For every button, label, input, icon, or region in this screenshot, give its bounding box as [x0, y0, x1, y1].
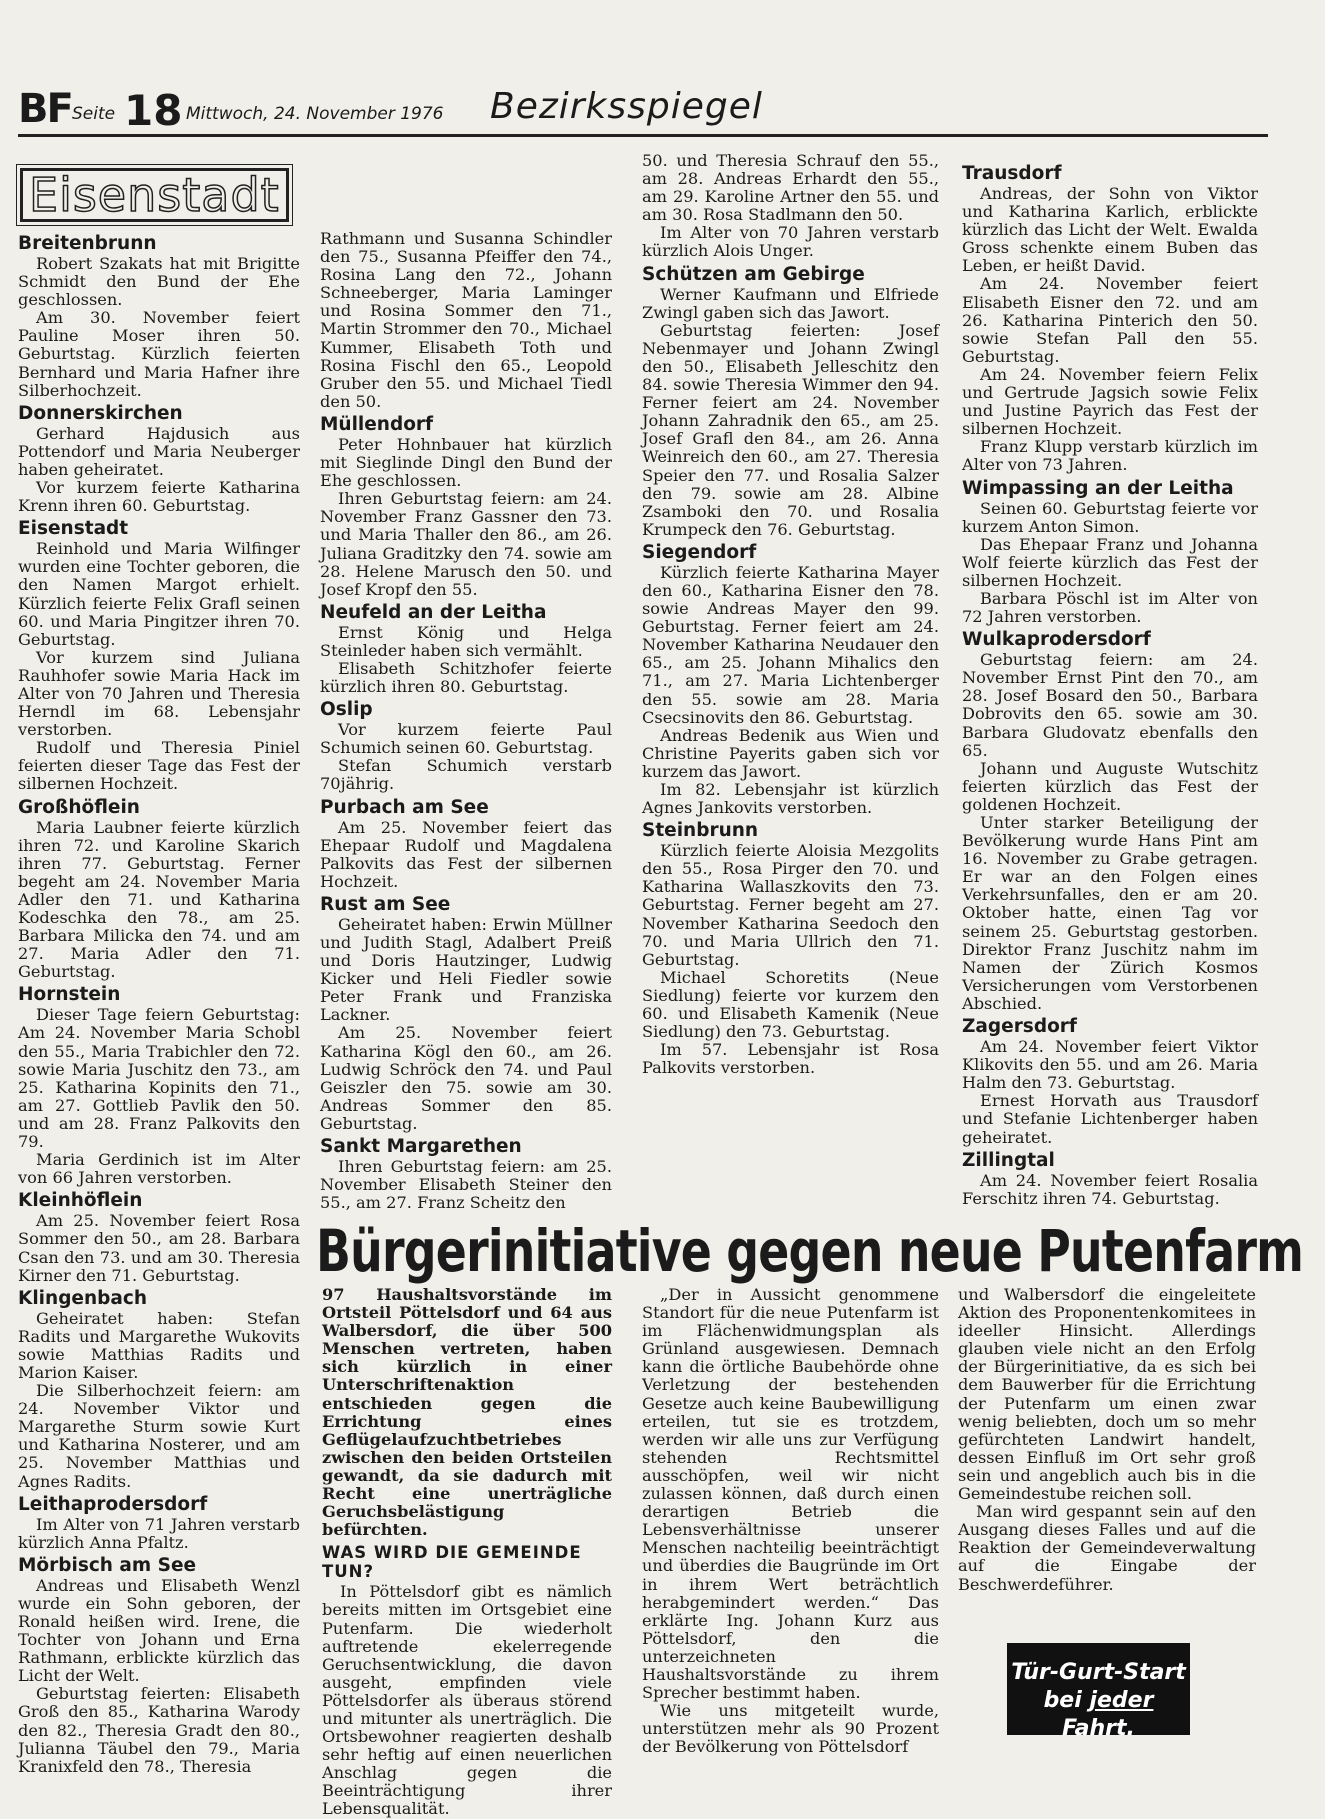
news-paragraph: Ernest Horvath aus Trausdorf und Stefanie Lichtenberger haben geheiratet. — [962, 1091, 1258, 1147]
place-heading: Leithaprodersdorf — [18, 1493, 208, 1515]
news-paragraph: Andreas Bedenik aus Wien und Christine Payerits gaben sich vor kurzem das Jawort. — [642, 725, 939, 781]
news-paragraph: Werner Kaufmann und Elfriede Zwingl gaben sich das Jawort. — [642, 284, 939, 322]
news-paragraph: Geburtstag feiern: am 24. November Ernst Pint den 70., am 28. Josef Bosard den 50., Barbara Dobrovits den 65. sowie am 30. Barbara Gludovatz ebenfalls den 65. — [962, 650, 1258, 760]
news-paragraph: Vor kurzem sind Juliana Rauhhofer sowie Maria Hack im Alter von 70 Jahren und Theresia Herndl im 68. Lebensjahr verstorben. — [18, 647, 300, 740]
news-paragraph: Vor kurzem feierte Paul Schumich seinen 60. Geburtstag. — [320, 720, 612, 758]
news-paragraph: „Der in Aussicht genommene Standort für die neue Putenfarm ist im Flächenwidmungsplan als Grünland ausgewiesen. Demnach kann die örtliche Baubehörde ohne Verletzung der bestehenden Gesetze auch keine Baubewilligung erteilen, tut sie es trotzdem, werden wir alle uns zur Verfügung stehenden Rechtsmittel ausschöpfen, weil wir nicht zulassen können, daß durch einen derartigen Betrieb die Lebensverhältnisse unserer Menschen nachteilig beeinträchtigt und überdies die Baugründe im Ort in ihrem Wert beträchtlich herabgemindert werden.“ Das erklärte Ing. Johann Kurz aus Pöttelsdorf, den die unterzeichneten Haushaltsvorstände zu ihrem Sprecher bestimmt haben. — [642, 1285, 939, 1703]
news-paragraph: Rudolf und Theresia Piniel feierten dieser Tage das Fest der silbernen Hochzeit. — [18, 738, 300, 794]
news-paragraph: Unter starker Beteiligung der Bevölkerung wurde Hans Pint am 16. November zu Grabe getragen. Er war an den Folgen eines Verkehrsunfalles, den er am 20. Oktober hatte, einen Tag vor seinem 25. Geburtstag gestorben. Direktor Franz Juschitz nahm im Namen der Zürich Kosmos Versicherungen vom Verstorbenen Abschied. — [962, 813, 1258, 1013]
news-paragraph: Das Ehepaar Franz und Johanna Wolf feierte kürzlich das Fest der silbernen Hochzeit. — [962, 534, 1258, 590]
news-paragraph: Maria Gerdinich ist im Alter von 66 Jahren verstorben. — [18, 1150, 300, 1188]
news-paragraph: Am 30. November feiert Pauline Moser ihren 50. Geburtstag. Kürzlich feierten Bernhard und Maria Hafner ihre Silberhochzeit. — [18, 308, 300, 400]
place-heading: Hornstein — [18, 984, 121, 1006]
news-paragraph: Ernst König und Helga Steinleder haben sich vermählt. — [320, 622, 612, 660]
news-paragraph: und Walbersdorf die eingeleitete Aktion des Proponentenkomitees in ideeller Hinsicht. Allerdings glauben viele nicht an den Erfolg der Bürgerinitiative, da es sich bei dem Bauwerber für die Errichtung der Putenfarm um einen zwar wenig beliebten, doch um so mehr gefürchteten Landwirt handelt, dessen Einfluß im Ort sehr groß sein und angeblich auch bis in die Gemeindestube reichen soll. — [958, 1285, 1256, 1504]
article-subheading: WAS WIRD DIE GEMEINDE TUN? — [322, 1543, 582, 1582]
place-heading: Wimpassing an der Leitha — [962, 477, 1234, 499]
place-heading: Schützen am Gebirge — [642, 263, 865, 285]
news-paragraph: Barbara Pöschl ist im Alter von 72 Jahren verstorben. — [962, 588, 1258, 627]
news-paragraph: Die Silberhochzeit feiern: am 24. November Viktor und Margarethe Sturm sowie Kurt und Katharina Nosterer, und am 25. November Matthias und Agnes Radits. — [18, 1381, 300, 1491]
news-paragraph: Dieser Tage feiern Geburtstag: Am 24. November Maria Schobl den 55., Maria Trabichler den 72. sowie Maria Juschitz den 73., am 25. Katharina Kopinits den 71., am 27. Gottlieb Pavlik den 50. und am 28. Franz Palkovits den 79. — [18, 1005, 300, 1152]
news-paragraph: Rathmann und Susanna Schindler den 75., Susanna Pfeiffer den 74., Rosina Lang den 72., Johann Schneeberger, Maria Laminger und Rosina Sommer den 71., Martin Strommer den 70., Michael Kummer, Elisabeth Toth und Rosina Fischl den 65., Leopold Gruber den 55. und Michael Tiedl den 50. — [320, 229, 612, 411]
news-paragraph: Ihren Geburtstag feiern: am 25. November Elisabeth Steiner den 55., am 27. Franz Scheitz den — [320, 1157, 612, 1213]
place-heading: Eisenstadt — [18, 518, 129, 540]
place-heading: Neufeld an der Leitha — [320, 601, 547, 623]
news-paragraph: Reinhold und Maria Wilfinger wurden eine Tochter geboren, die den Namen Margot erhielt. Kürzlich feierte Felix Grafl seinen 60. und Maria Pingitzer ihren 70. Geburtstag. — [18, 539, 300, 649]
place-heading: Mörbisch am See — [18, 1554, 197, 1576]
news-paragraph: Andreas und Elisabeth Wenzl wurde ein Sohn geboren, der Ronald heißen wird. Irene, die Tochter von Johann und Erna Rathmann, erblickte kürzlich das Licht der Welt. — [18, 1575, 300, 1686]
place-heading: Zagersdorf — [962, 1016, 1077, 1038]
news-paragraph: Im Alter von 70 Jahren verstarb kürzlich Alois Unger. — [642, 223, 939, 261]
news-paragraph: In Pöttelsdorf gibt es nämlich bereits mitten im Ortsgebiet eine Putenfarm. Die wiederholt auftretende ekelerregende Geruchsentwicklung, die davon ausgeht, empfinden viele Pöttelsdorfer als überaus störend und mitunter als unerträglich. Die Ortsbewohner reagierten deshalb sehr heftig auf einen neuerlichen Anschlag gegen die Beeinträchtigung ihrer Lebensqualität. — [322, 1582, 612, 1819]
news-paragraph: Geheiratet haben: Erwin Müllner und Judith Stagl, Adalbert Preiß und Doris Hautzinger, Ludwig Kicker und Heli Fiedler sowie Peter Frank und Franziska Lackner. — [320, 914, 612, 1025]
news-paragraph: Franz Klupp verstarb kürzlich im Alter von 73 Jahren. — [962, 437, 1258, 475]
place-heading: Zillingtal — [962, 1149, 1055, 1171]
news-paragraph: Gerhard Hajdusich aus Pottendorf und Maria Neuberger haben geheiratet. — [18, 423, 300, 479]
news-paragraph: Im Alter von 71 Jahren verstarb kürzlich Anna Pfaltz. — [18, 1514, 300, 1552]
news-column-1 — [18, 230, 300, 1776]
news-paragraph: Wie uns mitgeteilt wurde, unterstützen mehr als 90 Prozent der Bevölkerung von Pöttelsdorf — [642, 1701, 939, 1757]
article-column-2 — [642, 1286, 939, 1756]
news-paragraph: Am 25. November feiert Rosa Sommer den 50., am 28. Barbara Csan den 73. und am 30. Theresia Kirner den 71. Geburtstag. — [18, 1211, 300, 1285]
news-paragraph: Im 82. Lebensjahr ist kürzlich Agnes Jankovits verstorben. — [642, 780, 939, 818]
section-title: Bezirksspiegel — [490, 86, 763, 127]
place-heading: Steinbrunn — [642, 820, 759, 842]
news-paragraph: Am 24. November feiert Rosalia Ferschitz ihren 74. Geburtstag. — [962, 1170, 1258, 1208]
news-paragraph: Ihren Geburtstag feiern: am 24. November Franz Gassner den 73. und Maria Thaller den 86., am 26. Juliana Graditzky den 74. sowie am 28. Helene Marusch den 50. und Josef Kropf den 55. — [320, 489, 612, 599]
news-paragraph: 50. und Theresia Schrauf den 55., am 28. Andreas Erhardt den 55., am 29. Karoline Artner den 55. und am 30. Rosa Stadlmann den 50. — [642, 151, 939, 225]
place-heading: Siegendorf — [642, 541, 757, 563]
place-heading: Großhöflein — [18, 796, 140, 818]
news-paragraph: Am 24. November feiert Viktor Klikovits den 55. und am 26. Maria Halm den 73. Geburtstag. — [962, 1037, 1258, 1093]
place-heading: Rust am See — [320, 893, 451, 915]
news-paragraph: Kürzlich feierte Aloisia Mezgolits den 55., Rosa Pirger den 70. und Katharina Wallaszkovits den 73. Geburtstag. Ferner begeht am 27. November Katharina Seedoch den 70. und Maria Ullrich den 71. Geburtstag. — [642, 841, 939, 969]
news-paragraph: Man wird gespannt sein auf den Ausgang dieses Falles und auf die Reaktion der Gemeindeverwaltung auf die Eingabe der Beschwerdeführer. — [958, 1502, 1256, 1594]
place-heading: Donnerskirchen — [18, 402, 183, 424]
news-paragraph: Am 24. November feiern Felix und Gertrude Jagsich sowie Felix und Justine Payrich das Fest der silbernen Hochzeit. — [962, 364, 1258, 439]
news-column-4 — [962, 160, 1258, 1208]
news-paragraph: Am 24. November feiert Elisabeth Eisner den 72. und am 26. Katharina Pinterich den 50. sowie Stefan Pall den 55. Geburtstag. — [962, 274, 1258, 366]
news-paragraph: Peter Hohnbauer hat kürzlich mit Sieglinde Dingl den Bund der Ehe geschlossen. — [320, 434, 612, 491]
page-number: 18 — [124, 86, 183, 135]
advertisement — [1007, 1643, 1190, 1741]
news-paragraph: Geburtstag feierten: Elisabeth Groß den 85., Katharina Warody den 82., Theresia Gradt den 80., Julianna Täubel den 79., Maria Kranixfeld den 78., Theresia — [18, 1684, 300, 1776]
place-heading: Breitenbrunn — [18, 233, 157, 254]
news-paragraph: Seinen 60. Geburtstag feierte vor kurzem Anton Simon. — [962, 498, 1258, 536]
place-heading: Sankt Margarethen — [320, 1136, 522, 1158]
news-paragraph: Johann und Auguste Wutschitz feierten kürzlich das Fest der goldenen Hochzeit. — [962, 758, 1258, 814]
article-column-1 — [322, 1286, 612, 1819]
news-paragraph: Michael Schoretits (Neue Siedlung) feierte vor kurzem den 60. und Elisabeth Kamenik (Neue Siedlung) den 73. Geburtstag. — [642, 967, 939, 1042]
news-paragraph: Im 57. Lebensjahr ist Rosa Palkovits verstorben. — [642, 1040, 939, 1078]
place-heading: Müllendorf — [320, 413, 434, 435]
news-column-2 — [320, 230, 612, 1212]
article-headline: Bürgerinitiative gegen neue Putenfarm — [316, 1217, 1304, 1285]
news-paragraph: Am 25. November feiert das Ehepaar Rudolf und Magdalena Palkovits das Fest der silbernen Hochzeit. — [320, 817, 612, 891]
news-paragraph: Kürzlich feierte Katharina Mayer den 60., Katharina Eisner den 78. sowie Andreas Mayer den 99. Geburtstag. Ferner feiert am 24. November Katharina Neudauer den 65., am 25. Johann Mihalics den 71., am 27. Maria Lichtenberger den 55. sowie am 28. Maria Csecsinovits den 86. Geburtstag. — [642, 562, 939, 727]
news-paragraph: Geheiratet haben: Stefan Radits und Margarethe Wukovits sowie Matthias Radits und Marion Kaiser. — [18, 1308, 300, 1382]
place-heading: Klingenbach — [18, 1287, 148, 1309]
ad-line-2: bei jeder Fahrt. — [1043, 1688, 1154, 1741]
page-header — [18, 82, 1268, 137]
place-heading: Trausdorf — [962, 163, 1062, 184]
news-paragraph: Am 25. November feiert Katharina Kögl den 60., am 26. Ludwig Schröck den 74. und Paul Geiszler den 75. sowie am 30. Andreas Sommer den 85. Geburtstag. — [320, 1023, 612, 1133]
article-column-3 — [958, 1286, 1256, 1594]
news-paragraph: 97 Haushaltsvorstände im Ortsteil Pöttelsdorf und 64 aus Walbersdorf, die über 500 Menschen vertreten, haben sich kürzlich in einer Unterschriftenaktion entschieden gegen die Errichtung eines Geflügelaufzuchtbetriebes zwischen den beiden Ortsteilen gewandt, da sie dadurch mit Recht eine unerträgliche Geruchsbelästigung befürchten. — [322, 1285, 612, 1540]
news-paragraph: Elisabeth Schitzhofer feierte kürzlich ihren 80. Geburtstag. — [320, 658, 612, 697]
news-paragraph: Vor kurzem feierte Katharina Krenn ihren 60. Geburtstag. — [18, 478, 300, 516]
news-paragraph: Geburtstag feierten: Josef Nebenmayer und Johann Zwingl den 50., Elisabeth Jelleschitz den 84. sowie Theresia Wimmer den 94. Ferner feiert am 24. November Johann Zahradnik den 65., am 25. Josef Grafl den 84., am 26. Anna Weinreich den 60., am 27. Theresia Speier den 77. und Rosalia Salzer den 79. sowie am 28. Albine Zsamboki den 70. und Rosalia Krumpeck den 76. Geburtstag. — [642, 320, 939, 539]
place-heading: Oslip — [320, 699, 373, 721]
issue-date: Mittwoch, 24. November 1976 — [186, 104, 444, 124]
place-heading: Wulkaprodersdorf — [962, 629, 1151, 651]
news-paragraph: Stefan Schumich verstarb 70jährig. — [320, 756, 612, 794]
news-paragraph: Andreas, der Sohn von Viktor und Katharina Karlich, erblickte kürzlich das Licht der Welt. Ewalda Gross schenkte einem Buben das Leben, er heißt David. — [962, 184, 1258, 276]
news-paragraph: Robert Szakats hat mit Brigitte Schmidt den Bund der Ehe geschlossen. — [18, 254, 300, 310]
ad-line-1: Tür-Gurt-Start — [1011, 1660, 1186, 1685]
place-heading: Purbach am See — [320, 796, 489, 818]
page-label: Seite — [72, 104, 116, 124]
news-column-3 — [642, 152, 939, 1077]
place-heading: Kleinhöflein — [18, 1190, 143, 1212]
town-title: Eisenstadt — [20, 168, 289, 222]
newspaper-logo: BF — [18, 86, 72, 132]
news-paragraph: Maria Laubner feierte kürzlich ihren 72. und Karoline Skarich ihren 77. Geburtstag. Ferner begeht am 24. November Maria Adler den 71. und Katharina Kodeschka den 78., am 25. Barbara Milicka den 74. und am 27. Maria Adler den 71. Geburtstag. — [18, 817, 300, 982]
